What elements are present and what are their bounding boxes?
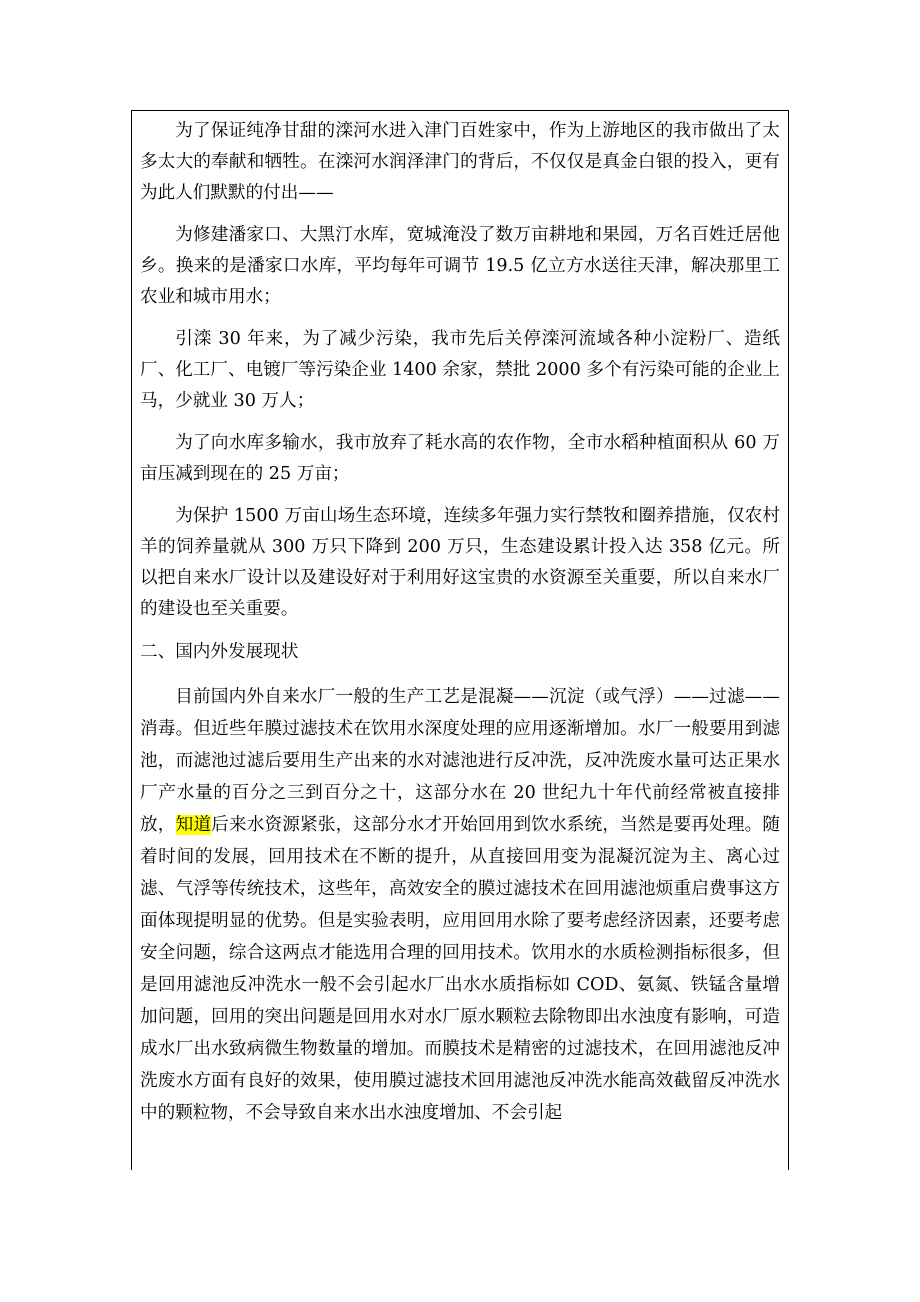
paragraph-5: 为保护 1500 万亩山场生态环境，连续多年强力实行禁牧和圈养措施，仅农村羊的饲养量就从 300 万只下降到 200 万只，生态建设累计投入达 358 亿元。所以把自来水厂设计以及建设好对于利用好这宝贵的水资源至关重要，所以自来水厂的建设也至关重要。 bbox=[140, 506, 780, 619]
section-heading: 二、国内外发展现状 bbox=[140, 642, 299, 662]
paragraph-1: 为了保证纯净甘甜的滦河水进入津门百姓家中，作为上游地区的我市做出了太多太大的奉献和牺牲。在滦河水润泽津门的背后，不仅仅是真金白银的投入，更有为此人们默默的付出—— bbox=[140, 121, 780, 203]
paragraph-development-status bbox=[140, 681, 780, 1129]
highlighted-word: 知道 bbox=[175, 815, 212, 835]
paragraph-3: 引滦 30 年来，为了减少污染，我市先后关停滦河流域各种小淀粉厂、造纸厂、化工厂、电镀厂等污染企业 1400 余家，禁批 2000 多个有污染可能的企业上马，少就业 30 万人； bbox=[140, 329, 780, 411]
paragraph-2: 为修建潘家口、大黑汀水库，宽城淹没了数万亩耕地和果园，万名百姓迁居他乡。换来的是潘家口水库，平均每年可调节 19.5 亿立方水送往天津，解决那里工农业和城市用水； bbox=[140, 225, 780, 307]
document-content bbox=[140, 116, 780, 1129]
document-frame bbox=[131, 110, 789, 1170]
paragraph-4: 为了向水库多输水，我市放弃了耗水高的农作物，全市水稻种植面积从 60 万亩压减到现在的 25 万亩； bbox=[140, 433, 780, 484]
body-text-after-highlight: 后来水资源紧张，这部分水才开始回用到饮水系统，当然是要再处理。随着时间的发展，回用技术在不断的提升，从直接回用变为混凝沉淀为主、离心过滤、气浮等传统技术，这些年，高效安全的膜过滤技术在回用滤池烦重启费事这方面体现提明显的优势。但是实验表明，应用回用水除了要考虑经济因素，还要考虑安全问题，综合这两点才能选用合理的回用技术。饮用水的水质检测指标很多，但是回用滤池反冲洗水一般不会引起水厂出水水质指标如 COD、氨氮、铁锰含量增加问题，回用的突出问题是回用水对水厂原水颗粒去除物即出水浊度有影响，可造成水厂出水致病微生物数量的增加。而膜技术是精密的过滤技术，在回用滤池反冲洗废水方面有良好的效果，使用膜过滤技术回用滤池反冲洗水能高效截留反冲洗水中的颗粒物，不会导致自来水出水浊度增加、不会引起 bbox=[140, 815, 780, 1123]
body-text-before-highlight: 目前国内外自来水厂一般的生产工艺是混凝——沉淀（或气浮）——过滤——消毒。但近些年膜过滤技术在饮用水深度处理的应用逐渐增加。水厂一般要用到滤池，而滤池过滤后要用生产出来的水对滤池进行反冲洗，反冲洗废水量可达正果水厂产水量的百分之三到百分之十，这部分水在 20 世纪九十年代前经常被直接排放， bbox=[140, 687, 780, 835]
